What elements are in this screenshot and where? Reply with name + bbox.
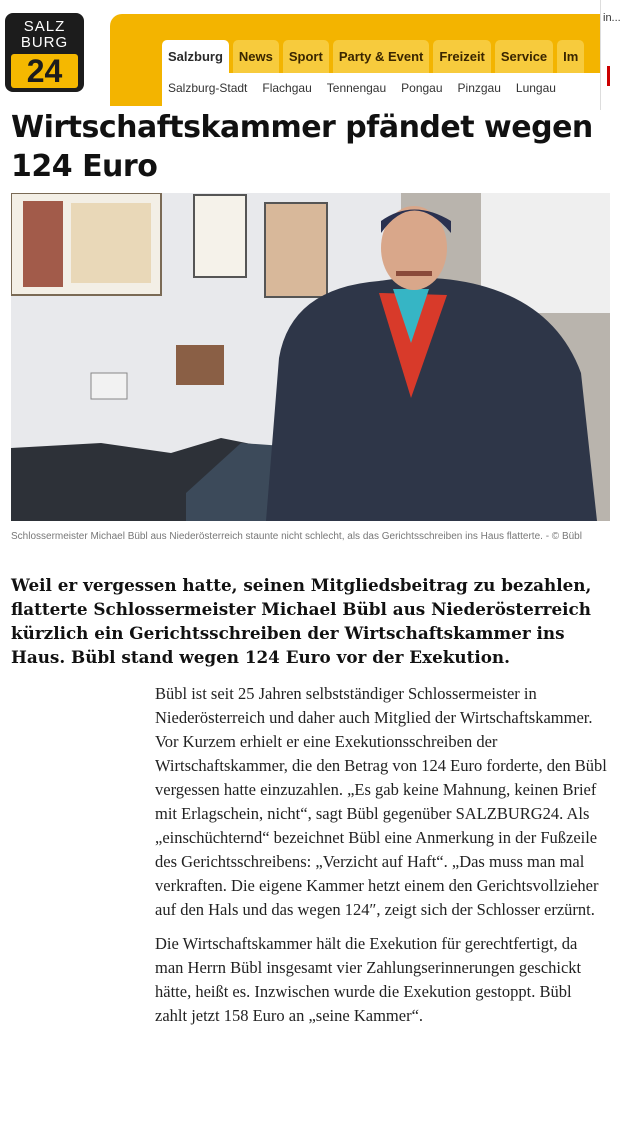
main-navigation [110,14,610,106]
photo-caption: Schlossermeister Michael Bübl aus Niederösterreich staunte nicht schlecht, als das Gerichtsschreiben ins Haus flatterte. - © Bübl [11,531,582,542]
tab-im-truncated[interactable]: Im [557,40,584,73]
article-lead: Weil er vergessen hatte, seinen Mitgliedsbeitrag zu bezahlen, flatterte Schlossermeister Michael Bübl aus Niederösterreich kürzlich ein Gerichtsschreiben der Wirtschaftskammer ins Haus. Bübl stand wegen 124 Euro vor der Exekution. [11,575,592,667]
salzburg24-logo[interactable] [5,13,84,92]
edge-marker [607,66,610,86]
logo-text-line2: BURG [20,34,69,51]
logo-text-line1: SALZ [23,18,66,35]
article-paragraph: Die Wirtschaftskammer hält die Exekution für gerechtfertigt, da man Herrn Bübl insgesamt vier Zahlungserinnerungen geschickt hätte, heißt es. Inzwischen wurde die Exekution gestoppt. Bübl zahlt jetzt 158 Euro an „seine Kammer“. [155,934,582,1025]
tab-freizeit[interactable]: Freizeit [433,40,491,73]
article-photo[interactable] [11,193,610,521]
article-paragraph: Bübl ist seit 25 Jahren selbstständiger Schlossermeister in Niederösterreich und daher auch Mitglied der Wirtschaftskammer. Vor Kurzem erhielt er eine Exekutionsschreiben der Wirtschaftskammer, die den Betrag von 124 Euro forderte, den Bübl vergessen hatte einzuzahlen. „Es gab keine Mahnung, keinen Brief mit Erlagschein, nicht“, sagt Bübl gegenüber SALZBURG24. Als „einschüchternd“ bezeichnet Bübl eine Anmerkung in der Fußzeile des Gerichtsschreibens: „Verzicht auf Haft“. „Das muss man mal verkraften. Die eigene Kammer hetzt einem den Gerichtsvollzieher auf den Hals und das wegen 124″, zeigt sich der Schlosser erzürnt. [155,684,607,919]
logo-number: 24 [11,54,78,88]
subnav-item-flachgau[interactable]: Flachgau [262,81,312,95]
tab-service[interactable]: Service [495,40,553,73]
tab-news[interactable]: News [233,40,279,73]
nav-tabs [162,40,588,73]
subnav-item-lungau[interactable]: Lungau [515,81,556,95]
tab-salzburg[interactable]: Salzburg [162,40,229,73]
tab-sport[interactable]: Sport [283,40,329,73]
article-headline: Wirtschaftskammer pfändet wegen 124 Euro [11,110,593,184]
edge-text: in... [603,12,621,24]
tab-party-event[interactable]: Party & Event [333,40,430,73]
article-body [155,682,607,1038]
subnav-item-pongau[interactable]: Pongau [401,81,443,95]
subnav-item-tennengau[interactable]: Tennengau [326,81,387,95]
subnav-item-salzburg-stadt[interactable]: Salzburg-Stadt [168,81,248,95]
photo-illustration [11,193,610,521]
subnav-item-pinzgau[interactable]: Pinzgau [457,81,501,95]
right-edge-panel [600,0,621,110]
sub-navigation [162,73,610,106]
